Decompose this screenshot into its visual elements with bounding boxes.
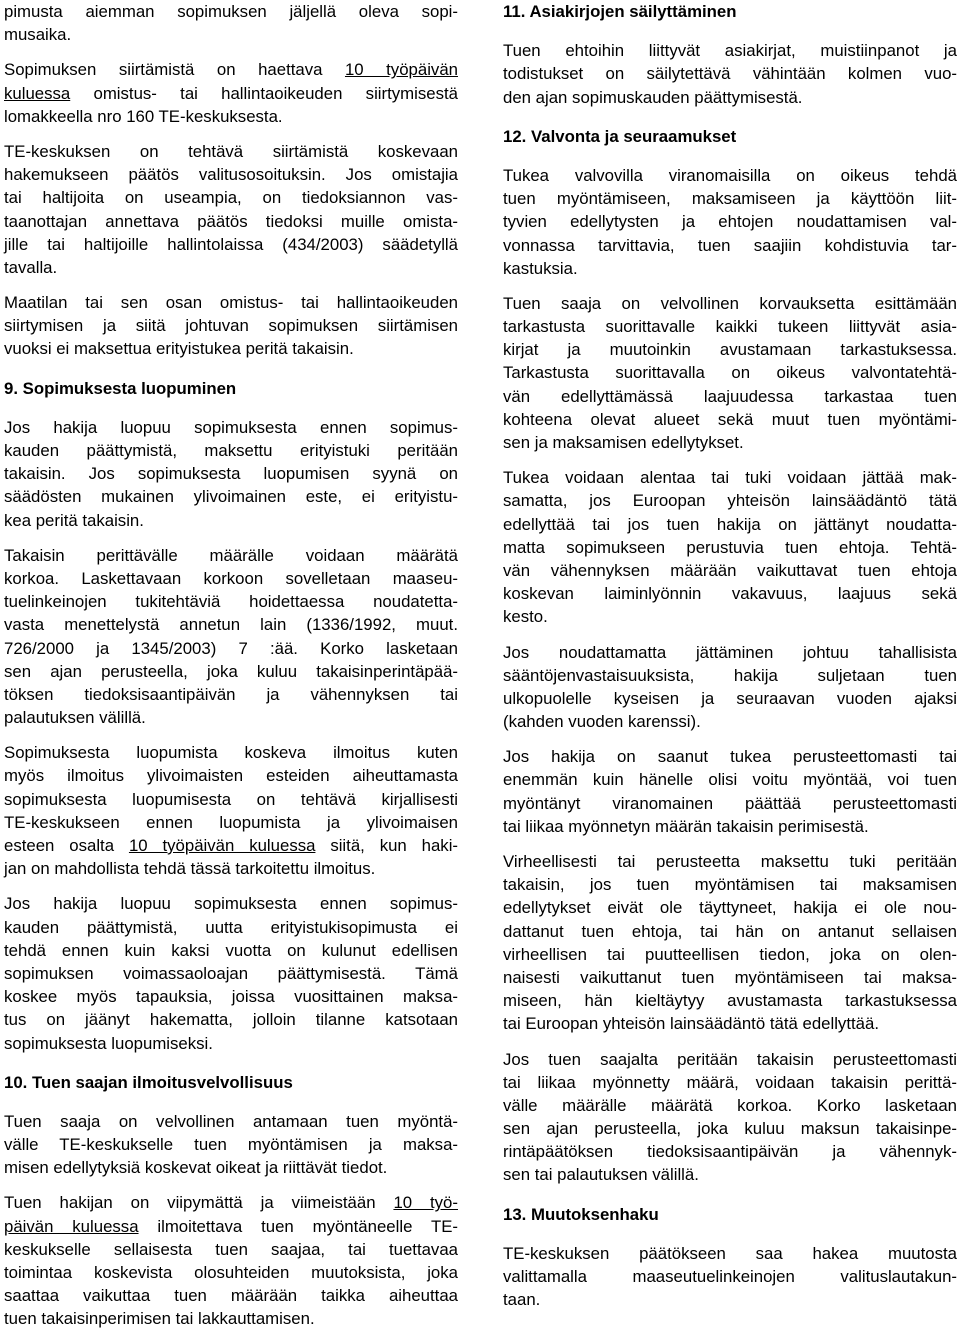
paragraph <box>4 1191 458 1330</box>
text-line: 726/2000 ja 1345/2003) 7 :ää. Korko lasketaan <box>4 638 458 658</box>
heading-text: 10. Tuen saajan ilmoitusvelvollisuus <box>4 1072 293 1092</box>
text-line: Tuen ehtoihin liittyvät asiakirjat, muistiinpanot ja <box>503 41 957 61</box>
underlined-text: 10 työ- <box>393 1193 458 1213</box>
text-line <box>4 834 458 857</box>
text-line: Tarkastusta suorittavalla on oikeus valvontatehtä- <box>503 363 957 383</box>
text-line: enemmän kuin hänelle olisi voitu myöntää, voi tuen <box>503 770 957 790</box>
text-line: kea peritä takaisin. <box>4 510 144 530</box>
paragraph <box>503 1048 957 1187</box>
paragraph <box>4 892 458 1054</box>
text-line: säädösten mukainen ylivoimainen este, ei erityistu- <box>4 487 458 507</box>
text-span: Tuen hakijan on viipymättä ja viimeistään <box>4 1193 394 1213</box>
text-line: töksen tiedoksisaantipäivän ja vähennyksen tai <box>4 684 458 704</box>
text-line: välle määrälle määrätä korkoa. Korko lasketaan <box>503 1095 957 1115</box>
text-line: koskevan laiminlyönnin vakavuus, laajuus sekä <box>503 584 957 604</box>
paragraph <box>503 292 957 454</box>
text-line: tuelinkeinojen tukitehtäviä hoidettaessa noudatetta- <box>4 592 458 612</box>
text-line: kirjat ja muutoinkin avustamaan tarkastuksessa. <box>503 340 957 360</box>
text-line: kastuksia. <box>503 258 578 278</box>
text-span: siitä, kun haki- <box>315 836 459 855</box>
text-line: Jos hakija on saanut tukea perusteettomasti tai <box>503 747 957 767</box>
underlined-text: 10 työpäivän <box>344 60 458 80</box>
paragraph <box>503 745 957 838</box>
text-span: ilmoitettava tuen myöntäneelle TE- <box>138 1216 458 1236</box>
text-line: siirtymisen ja siitä johtuvan sopimuksen siirtämisen <box>4 316 458 336</box>
text-line: tai liikaa myönnetyn määrän takaisin perimisestä. <box>503 816 869 836</box>
right-column <box>503 0 957 1311</box>
text-line: saattaa vaikuttaa tuen määrään taikka aiheuttaa <box>4 1286 458 1306</box>
text-line: tus on jäänyt hakematta, jolloin tilanne katsotaan <box>4 1010 458 1030</box>
text-line: vän vähennyksen määrään vaikuttavat tuen ehtoja <box>503 560 957 580</box>
text-line: sääntöjenvastaisuuksista, hakija suljetaan tuen <box>503 665 957 685</box>
text-line: jille tai haltijoille hallintolaissa (434/2003) säädetyllä <box>4 234 458 254</box>
text-line: sen tai palautuksen välillä. <box>503 1165 699 1185</box>
paragraph <box>503 641 957 734</box>
text-line: sen ja maksamisen edellytykset. <box>503 433 744 452</box>
text-line: matta sopimukseen perustuvia tuen ehtoja. Tehtä- <box>503 537 957 557</box>
text-line: sopimuksesta luopumiseksi. <box>4 1033 213 1053</box>
section-heading <box>503 125 957 148</box>
text-line: taan. <box>503 1290 541 1310</box>
paragraph <box>503 466 957 628</box>
text-line: ulkopuolelle kyseisen ja seuraavan vuoden ajaksi <box>503 688 957 708</box>
text-line: Tukea valvovilla viranomaisilla on oikeus tehdä <box>503 165 957 185</box>
paragraph <box>4 416 458 532</box>
heading-text: 11. Asiakirjojen säilyttäminen <box>503 2 737 21</box>
text-line: myöntänyt viranomainen päättää perusteettomasti <box>503 793 957 813</box>
text-line: tuen myöntämiseen, maksamiseen ja käyttöön liit- <box>503 189 957 209</box>
text-span: Sopimuksen siirtämistä on haettava <box>4 60 345 80</box>
text-line: takaisin, jos tuen myöntämisen tai maksamisen <box>503 875 957 895</box>
text-line: TE-keskuksen päätökseen saa hakea muutosta <box>503 1243 957 1263</box>
text-line: toimintaa koskevista olosuhteiden muutoksista, joka <box>4 1263 458 1282</box>
text-line: Jos hakija luopuu sopimuksesta ennen sopimus- <box>4 894 458 914</box>
text-line: korkoa. Laskettavaan korkoon sovelletaan maaseu- <box>4 568 458 588</box>
text-line <box>4 1191 458 1214</box>
text-line: Jos hakija luopuu sopimuksesta ennen sopimus- <box>4 417 458 437</box>
text-line: Tuen saaja on velvollinen korvauksetta esittämään <box>503 293 957 313</box>
paragraph <box>4 741 458 880</box>
paragraph <box>4 58 458 128</box>
text-line: vän edellyttämässä laajuudessa tarkastaa tuen <box>503 386 957 406</box>
section-heading <box>503 1203 957 1226</box>
text-line: sen ajan perusteella, joka kuluu maksun takaisinpe- <box>503 1119 957 1139</box>
text-line: naisesti vaikuttanut tuen myöntämiseen tai maksa- <box>503 967 957 987</box>
text-line: pimusta aiemman sopimuksen jäljellä oleva sopi- <box>4 2 458 21</box>
text-line: vasta menettelystä annetun lain (1336/1992, muut. <box>4 615 458 635</box>
text-line: virheellisen tai puutteellisen tiedon, joka on olen- <box>503 944 957 964</box>
paragraph <box>4 140 458 279</box>
text-line: Maatilan tai sen osan omistus- tai hallintaoikeuden <box>4 293 458 313</box>
text-line: sopimuksen voimassaoloajan päättymisestä. Tämä <box>4 963 458 983</box>
text-line: rintäpäätöksen tiedoksisaantipäivän ja vähennyk- <box>503 1142 957 1162</box>
left-column <box>4 0 458 1331</box>
text-line: tavalla. <box>4 257 58 277</box>
text-line: musaika. <box>4 25 72 45</box>
section-heading <box>4 1071 458 1094</box>
text-line: (kahden vuoden karenssi). <box>503 712 701 732</box>
text-line: Jos tuen saajalta peritään takaisin perusteettomasti <box>503 1049 957 1069</box>
text-line: tai Euroopan yhteisön lainsäädäntö tätä edellyttää. <box>503 1014 879 1034</box>
text-line: jan on mahdollista tehdä tässä tarkoitettu ilmoitus. <box>4 859 376 879</box>
text-line: edellyttää tai jos tuen hakija on jättänyt noudatta- <box>503 514 957 534</box>
text-line: kauden päättymistä, uutta erityistukisopimusta ei <box>4 917 458 937</box>
paragraph <box>503 39 957 109</box>
underlined-text: kuluessa <box>4 83 71 103</box>
paragraph <box>4 0 458 46</box>
text-span: omistus- tai hallintaoikeuden siirtymisestä <box>70 83 458 103</box>
section-heading <box>4 377 458 400</box>
text-line: tai liikaa myönnetty määrä, voidaan takaisin perittä- <box>503 1072 957 1092</box>
text-line: vonnassa tarvittavia, tuen saajiin kohdistuvia tar- <box>503 235 957 255</box>
text-line: takaisin. Jos sopimuksesta luopumisen syynä on <box>4 464 458 484</box>
paragraph <box>503 164 957 280</box>
paragraph <box>4 544 458 730</box>
text-line: taanottajan annettava päätös tiedoksi muille omista- <box>4 211 458 231</box>
text-line: TE-keskuksen on tehtävä siirtämistä koskevaan <box>4 141 458 161</box>
text-line <box>4 82 458 105</box>
text-line: todistukset on säilytettävä vähintään kolmen vuo- <box>503 64 957 84</box>
text-line: Tuen saaja on velvollinen antamaan tuen myöntä- <box>4 1111 458 1131</box>
text-line: lomakkeella nro 160 TE-keskuksesta. <box>4 106 283 126</box>
heading-text: 9. Sopimuksesta luopuminen <box>4 378 237 398</box>
text-line: sen ajan perusteella, joka kuluu takaisinperintäpää- <box>4 661 458 681</box>
text-line: Sopimuksesta luopumista koskeva ilmoitus kuten <box>4 743 458 763</box>
text-line: tarkastusta suorittavalle kaikki tukeen liittyvät asia- <box>503 317 957 337</box>
text-line: misen edellytyksiä koskevat oikeat ja riittävät tiedot. <box>4 1158 388 1178</box>
text-line: tai haltijoita on useampia, on tiedoksiannon vas- <box>4 188 458 208</box>
text-line: Virheellisesti tai perusteetta maksettu tuki peritään <box>503 852 957 871</box>
text-line: tehdä ennen kuin kaksi vuotta on kulunut edellisen <box>4 940 458 960</box>
heading-text: 12. Valvonta ja seuraamukset <box>503 126 737 146</box>
text-line: kauden päättymistä, maksettu erityistuki peritään <box>4 441 458 460</box>
paragraph <box>503 1242 957 1312</box>
text-line: valittamalla maaseutuelinkeinojen valituslautakun- <box>503 1267 957 1286</box>
text-line: tuen takaisinperimisen tai lakkauttamisen. <box>4 1309 315 1329</box>
text-line: keskukselle sellaisesta tuen saajaa, tai tuettavaa <box>4 1239 458 1259</box>
text-line: den ajan sopimuskauden päättymisestä. <box>503 87 803 107</box>
text-line: tyvien edellytysten ja ehtojen noudattamisen val- <box>503 212 957 232</box>
text-span: esteen osalta <box>4 836 129 855</box>
underlined-text: päivän kuluessa <box>4 1216 139 1236</box>
text-line: dattanut tuen ehtoja, tai hän on antanut sellaisen <box>503 921 957 941</box>
text-line: kesto. <box>503 607 548 627</box>
text-line: kohteena olevat alueet sekä muut tuen myöntämi- <box>503 409 957 429</box>
text-line: samatta, jos Euroopan yhteisön lainsäädäntö tätä <box>503 491 957 511</box>
text-line <box>4 58 458 81</box>
text-line: edellytykset eivät ole täyttyneet, hakija ei ole nou- <box>503 898 957 918</box>
text-line: välle TE-keskukselle tuen myöntämisen ja maksa- <box>4 1135 458 1155</box>
text-line: vuoksi ei maksettua erityistukea peritä takaisin. <box>4 339 354 359</box>
text-line: sopimuksesta luopumisesta on tehtävä kirjallisesti <box>4 789 458 809</box>
text-line: hakemukseen päätös valitusosoituksin. Jos omistajia <box>4 165 458 185</box>
section-heading <box>503 0 957 23</box>
text-line: TE-keskukseen ennen luopumista ja ylivoimaisen <box>4 812 458 832</box>
paragraph <box>503 850 957 1036</box>
text-line: koskee myös tapauksia, joissa vuosittainen maksa- <box>4 987 458 1007</box>
underlined-text: 10 työpäivän kuluessa <box>128 836 316 855</box>
text-line: Tukea voidaan alentaa tai tuki voidaan jättää mak- <box>503 468 957 488</box>
text-line <box>4 1215 458 1238</box>
text-line: Takaisin perittävälle määrälle voidaan määrätä <box>4 545 458 565</box>
text-line: palautuksen välillä. <box>4 708 146 728</box>
heading-text: 13. Muutoksenhaku <box>503 1204 659 1224</box>
paragraph <box>4 1110 458 1180</box>
paragraph <box>4 291 458 361</box>
text-line: myös ilmoitus ylivoimaisten esteiden aiheuttamasta <box>4 766 458 786</box>
text-line: Jos noudattamatta jättäminen johtuu tahallisista <box>503 642 957 662</box>
text-line: miseen, hän kieltäytyy avustamasta tarkastuksessa <box>503 991 957 1011</box>
